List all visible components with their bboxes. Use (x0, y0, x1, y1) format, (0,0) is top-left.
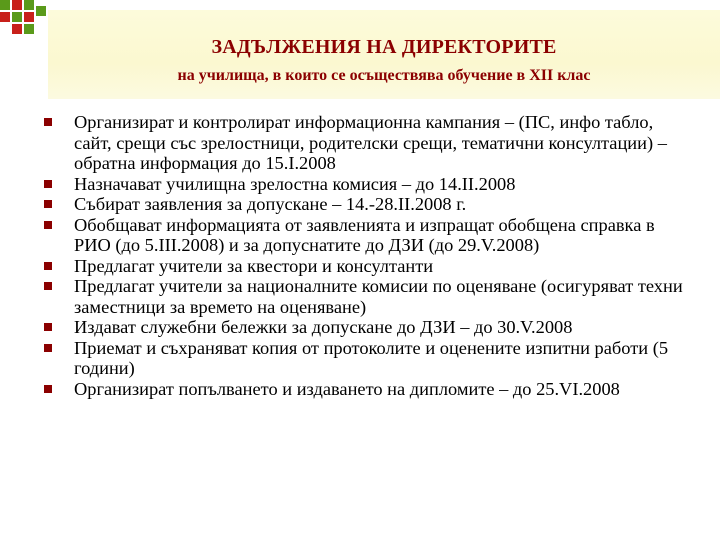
bullet-square-icon (44, 118, 52, 126)
list-item (44, 276, 694, 317)
list-item-text: Предлагат учители за националните комисии по оценяване (осигуряват техни заместници за времето на оценяване) (74, 276, 683, 317)
list-item-text: Събират заявления за допускане – 14.-28.II.2008 г. (74, 194, 467, 214)
list-item (44, 215, 694, 256)
list-item (44, 194, 694, 215)
bullet-square-icon (44, 323, 52, 331)
list-item (44, 256, 694, 277)
bullet-square-icon (44, 282, 52, 290)
list-item (44, 174, 694, 195)
list-item-text: Организират и контролират информационна кампания – (ПС, инфо табло, сайт, срещи със зрелостници, родителски срещи, тематични консултации) – обратна информация до 15.I.2008 (74, 112, 667, 173)
bullet-list (44, 112, 694, 399)
slide-subtitle: на училища, в които се осъществява обучение в XII клас (177, 67, 591, 84)
list-item (44, 317, 694, 338)
list-item-text: Обобщават информацията от заявленията и изпращат обобщена справка в РИО (до 5.III.2008) и за допуснатите до ДЗИ (до 29.V.2008) (74, 214, 655, 255)
bullet-square-icon (44, 344, 52, 352)
list-item (44, 112, 694, 174)
bullet-square-icon (44, 385, 52, 393)
bullet-square-icon (44, 262, 52, 270)
list-item-text: Приемат и съхраняват копия от протоколите и оценените изпитни работи (5 години) (74, 337, 669, 378)
bullet-square-icon (44, 200, 52, 208)
list-item-text: Издават служебни бележки за допускане до ДЗИ – до 30.V.2008 (74, 317, 573, 337)
list-item-text: Организират попълването и издаването на дипломите – до 25.VI.2008 (74, 378, 620, 399)
list-item (44, 338, 694, 379)
bullet-square-icon (44, 221, 52, 229)
list-item-text: Предлагат учители за квестори и консултанти (74, 255, 434, 276)
bullet-square-icon (44, 180, 52, 188)
list-item (44, 379, 694, 400)
slide-title: ЗАДЪЛЖЕНИЯ НА ДИРЕКТОРИТЕ (211, 36, 557, 58)
list-item-text: Назначават училищна зрелостна комисия – до 14.II.2008 (74, 173, 516, 194)
